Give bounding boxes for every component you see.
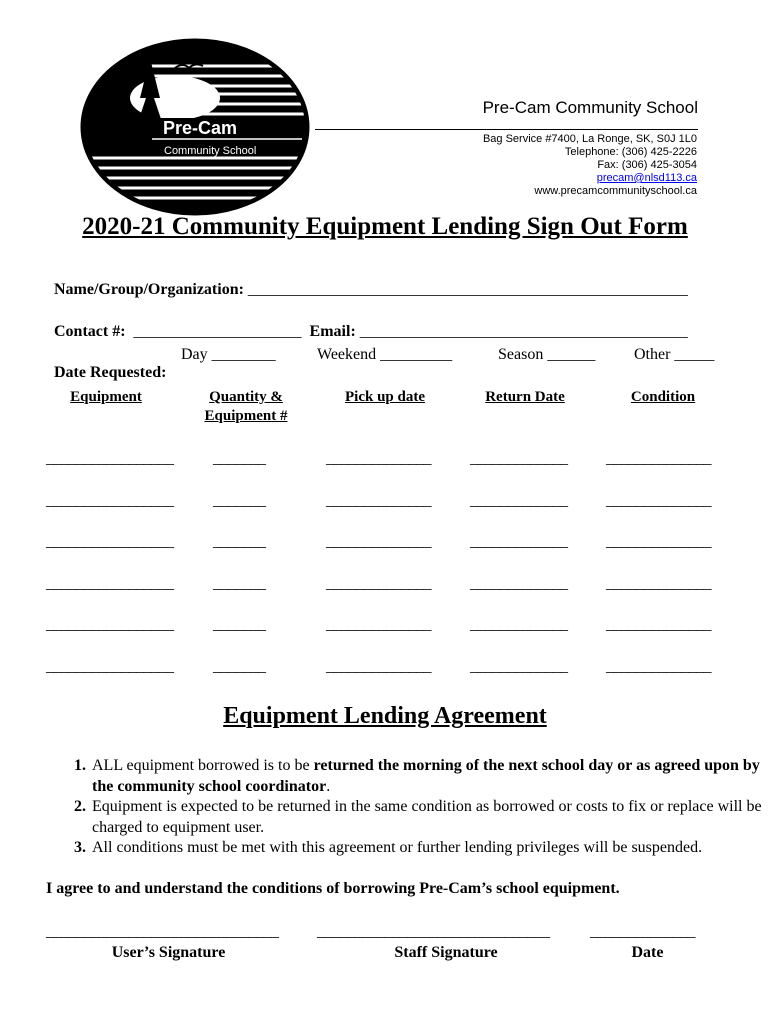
day-option[interactable]: Day ________: [181, 346, 276, 363]
staff-signature-line[interactable]: _______________________________: [317, 923, 550, 940]
table-cell-blank[interactable]: _________________: [46, 574, 174, 592]
logo-subtitle: Community School: [164, 145, 257, 157]
school-address: Bag Service #7400, La Ronge, SK, S0J 1L0: [482, 133, 697, 145]
table-cell-blank[interactable]: _______: [213, 574, 266, 592]
school-telephone: Telephone: (306) 425-2226: [564, 146, 697, 158]
col-header-return-date: Return Date: [485, 389, 565, 405]
term1-text: ALL equipment borrowed is to be: [92, 757, 314, 774]
school-name: Pre-Cam Community School: [482, 98, 698, 117]
staff-signature-label: Staff Signature: [394, 944, 498, 961]
term-item: 2. Equipment is expected to be returned in the same condition as borrowed or costs to fix or replace will be charged to equipment user.: [90, 797, 770, 838]
name-blank[interactable]: _______________________________________________________: [247, 281, 688, 298]
table-cell-blank[interactable]: _________________: [46, 450, 174, 467]
table-cell-blank[interactable]: ______________: [326, 491, 431, 509]
table-cell-blank[interactable]: _____________: [470, 616, 568, 633]
logo-title: Pre-Cam: [163, 118, 238, 138]
table-cell-blank[interactable]: _____________: [470, 574, 568, 592]
table-cell-blank[interactable]: _________________: [46, 533, 174, 550]
table-cell-blank[interactable]: _____________: [470, 533, 568, 550]
user-signature-line[interactable]: _______________________________: [46, 923, 279, 940]
table-cell-blank[interactable]: _______: [213, 616, 266, 633]
table-cell-blank[interactable]: ______________: [606, 657, 711, 675]
term1-end: .: [326, 777, 331, 795]
agreement-statement: I agree to and understand the conditions of borrowing Pre-Cam’s school equipment.: [46, 880, 620, 897]
email-label: Email:: [309, 323, 356, 340]
term-item: [90, 756, 770, 797]
contact-label: Contact #:: [54, 323, 126, 340]
col-header-pickup-date: Pick up date: [344, 389, 425, 405]
table-cell-blank[interactable]: ______________: [326, 450, 431, 467]
name-label: Name/Group/Organization:: [54, 281, 244, 298]
table-cell-blank[interactable]: _________________: [46, 616, 174, 633]
date-signature-line[interactable]: ______________: [590, 923, 695, 940]
email-blank[interactable]: _________________________________________: [359, 323, 688, 340]
table-cell-blank[interactable]: _______: [213, 533, 266, 550]
date-requested-label: Date Requested:: [54, 364, 167, 381]
school-fax: Fax: (306) 425-3054: [597, 159, 697, 171]
table-cell-blank[interactable]: _________________: [46, 657, 174, 675]
contact-field[interactable]: [46, 305, 688, 341]
table-cell-blank[interactable]: _______: [213, 450, 266, 467]
contact-blank[interactable]: _____________________: [133, 323, 302, 340]
table-cell-blank[interactable]: _______: [213, 491, 266, 509]
table-cell-blank[interactable]: ______________: [606, 574, 711, 592]
agreement-terms: [48, 756, 770, 859]
table-cell-blank[interactable]: ______________: [326, 616, 431, 633]
form-title: 2020-21 Community Equipment Lending Sign Out Form: [82, 213, 688, 240]
header-divider: [315, 129, 698, 130]
agreement-title: Equipment Lending Agreement: [223, 703, 547, 729]
term-item: 3. All conditions must be met with this agreement or further lending privileges will be suspended.: [90, 838, 770, 859]
col-header-condition: Condition: [630, 389, 696, 405]
name-field[interactable]: [46, 263, 688, 299]
table-cell-blank[interactable]: _________________: [46, 491, 174, 509]
term1-emphasis: returned the morning of the next school day or as agreed upon by the community school coordinator: [92, 757, 760, 795]
season-option[interactable]: Season ______: [498, 346, 596, 363]
table-cell-blank[interactable]: ______________: [606, 616, 711, 633]
table-cell-blank[interactable]: _______: [213, 657, 266, 675]
weekend-option[interactable]: Weekend _________: [317, 346, 453, 363]
table-cell-blank[interactable]: ______________: [606, 533, 711, 550]
school-website: www.precamcommunityschool.ca: [534, 185, 697, 197]
col-header-equipment: Equipment: [70, 389, 142, 405]
table-cell-blank[interactable]: _____________: [470, 491, 568, 509]
table-cell-blank[interactable]: ______________: [326, 657, 431, 675]
date-requested-row: [46, 346, 166, 382]
table-cell-blank[interactable]: _____________: [470, 450, 568, 467]
other-option[interactable]: Other _____: [634, 346, 715, 363]
user-signature-label: User’s Signature: [111, 944, 226, 961]
school-logo: [80, 38, 310, 216]
table-cell-blank[interactable]: ______________: [326, 574, 431, 592]
col-header-quantity: Quantity & Equipment #: [204, 389, 288, 424]
date-label: Date: [631, 944, 664, 961]
table-cell-blank[interactable]: ______________: [606, 491, 711, 509]
table-cell-blank[interactable]: ______________: [326, 533, 431, 550]
table-cell-blank[interactable]: ______________: [606, 450, 711, 467]
table-cell-blank[interactable]: _____________: [470, 657, 568, 675]
school-email-link[interactable]: precam@nlsd113.ca: [596, 172, 697, 184]
